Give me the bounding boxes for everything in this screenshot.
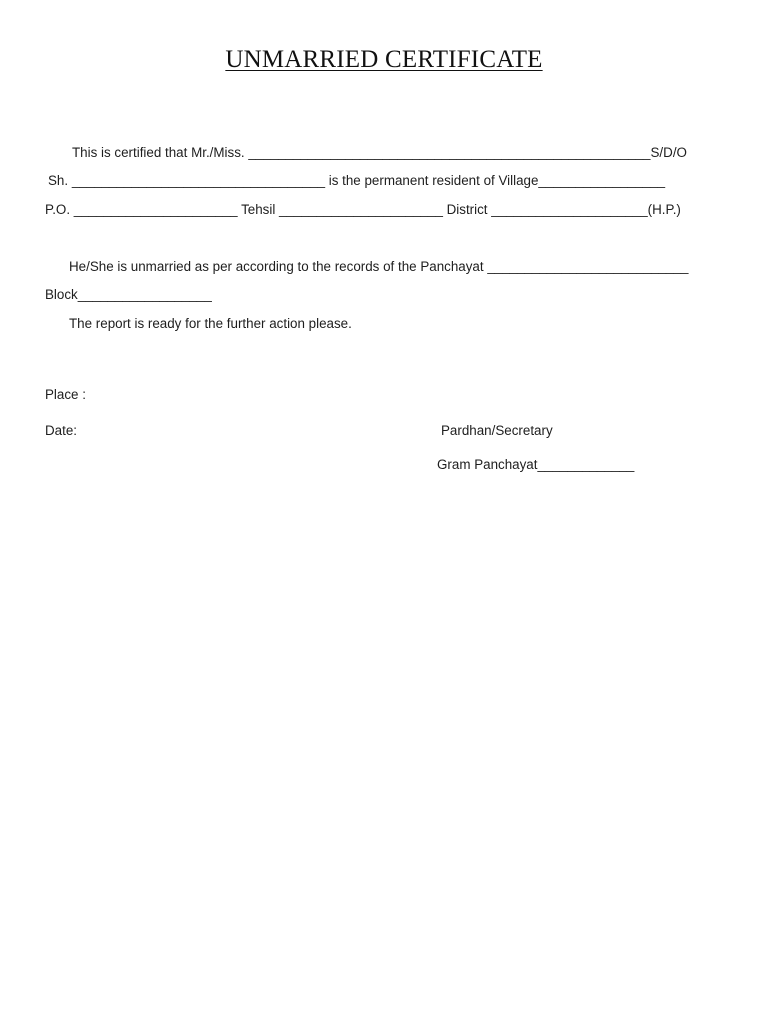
resident-line: Sh. __________________________________ is the permanent resident of Village_________________ [48,173,666,188]
place-label: Place : [45,387,86,402]
signatory-label: Pardhan/Secretary [441,423,553,438]
date-label: Date: [45,423,78,438]
report-ready-line: The report is ready for the further action please. [69,316,352,331]
gram-panchayat-line: Gram Panchayat_____________ [437,457,635,472]
certificate-title-text: UNMARRIED CERTIFICATE [225,46,543,73]
address-line: P.O. ______________________ Tehsil ______________________ District _____________________(H.P.) [45,202,681,217]
unmarried-statement-line: He/She is unmarried as per according to the records of the Panchayat ___________________________ [69,259,689,274]
certified-line: This is certified that Mr./Miss. ______________________________________________________S/D/O [72,145,687,160]
certificate-title [0,46,768,74]
block-line: Block__________________ [45,287,212,302]
